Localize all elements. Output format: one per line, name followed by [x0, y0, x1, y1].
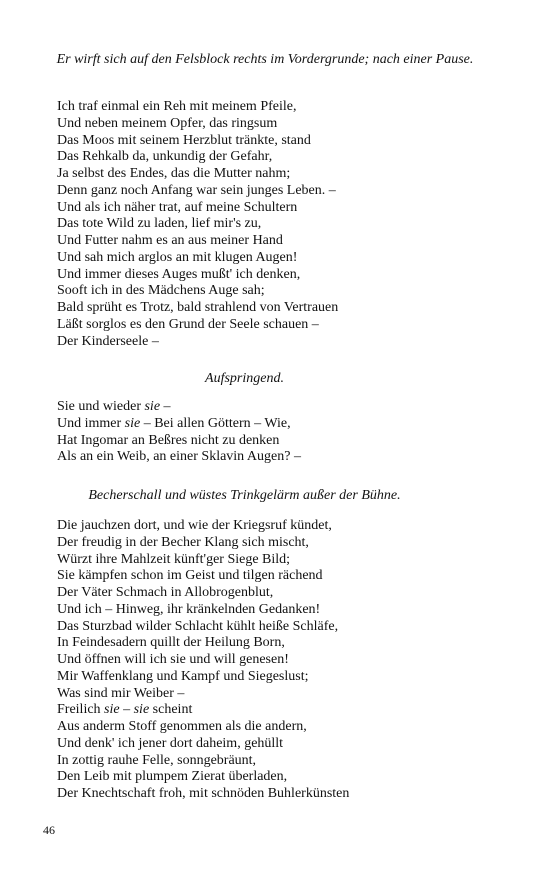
- verse-line: Und als ich näher trat, auf meine Schultern: [57, 199, 298, 215]
- verse-line: Den Leib mit plumpem Zierat überladen,: [57, 769, 288, 785]
- verse-line: In zottig rauhe Felle, sonngebräunt,: [57, 752, 257, 768]
- page-number: 46: [43, 823, 55, 837]
- verse-text: – Bei allen Göttern – Wie,: [140, 415, 291, 431]
- verse-text: Sie und wieder: [57, 399, 145, 414]
- stage-direction-1: Er wirft sich auf den Felsblock rechts im Vordergrunde; nach einer Pause.: [56, 52, 474, 67]
- stage-direction-2: Aufspringend.: [205, 371, 284, 386]
- verse-line: Läßt sorglos es den Grund der Seele schauen –: [57, 316, 319, 332]
- verse-line: Würzt ihre Mahlzeit künft'ger Siege Bild;: [57, 551, 291, 567]
- verse-line: Aus anderm Stoff genommen als die andern,: [57, 719, 307, 734]
- verse-line: Und denk' ich jener dort daheim, gehüllt: [57, 735, 284, 751]
- verse-line: Mir Waffenklang und Kampf und Siegeslust;: [57, 668, 309, 684]
- verse-text: scheint: [149, 702, 193, 718]
- verse-line: Sooft ich in des Mädchens Auge sah;: [57, 283, 265, 299]
- verse-block-1: [57, 99, 338, 350]
- verse-line: Die jauchzen dort, und wie der Kriegsruf kündet,: [57, 518, 332, 533]
- verse-line: Als an ein Weib, an einer Sklavin Augen? –: [57, 449, 301, 465]
- verse-text: Und immer: [57, 415, 125, 431]
- emphasized-word: sie: [133, 702, 150, 718]
- verse-block-2: [57, 399, 301, 466]
- verse-line: Das Moos mit seinem Herzblut tränkte, stand: [57, 132, 311, 148]
- verse-block-3: [57, 518, 349, 803]
- verse-line: [57, 399, 301, 416]
- verse-line: Und Futter nahm es an aus meiner Hand: [57, 233, 283, 248]
- verse-line: Denn ganz noch Anfang war sein junges Leben. –: [57, 182, 336, 198]
- verse-line: Und neben meinem Opfer, das ringsum: [57, 115, 278, 131]
- verse-line: Der freudig in der Becher Klang sich mischt,: [57, 534, 309, 550]
- verse-line: Ich traf einmal ein Reh mit meinem Pfeile,: [57, 99, 297, 114]
- verse-line: Was sind mir Weiber –: [57, 685, 185, 701]
- verse-text: Freilich: [57, 702, 105, 718]
- verse-line: Und öffnen will ich sie und will genesen!: [57, 652, 289, 667]
- verse-line: Der Väter Schmach in Allobrogenblut,: [57, 585, 274, 600]
- emphasized-word: sie: [104, 702, 120, 718]
- verse-line: Das tote Wild zu laden, lief mir's zu,: [57, 216, 262, 232]
- verse-line: Das Sturzbad wilder Schlacht kühlt heiße Schläfe,: [57, 618, 339, 634]
- verse-text: –: [160, 399, 171, 414]
- verse-line: [57, 416, 301, 433]
- verse-line: Ja selbst des Endes, das die Mutter nahm;: [57, 166, 291, 181]
- emphasized-word: sie: [144, 399, 161, 414]
- verse-line: Und immer dieses Auges mußt' ich denken,: [57, 266, 301, 282]
- verse-text: –: [119, 702, 134, 718]
- stage-direction-3: Becherschall und wüstes Trinkgelärm außer der Bühne.: [88, 488, 401, 503]
- verse-line: Der Kinderseele –: [57, 333, 159, 349]
- emphasized-word: sie: [124, 415, 141, 431]
- verse-line: Und sah mich arglos an mit klugen Augen!: [57, 249, 298, 265]
- verse-line: Der Knechtschaft froh, mit schnöden Buhlerkünsten: [57, 786, 350, 801]
- verse-line: Hat Ingomar an Beßres nicht zu denken: [57, 432, 280, 448]
- verse-line: Und ich – Hinweg, ihr kränkelnden Gedanken!: [57, 601, 321, 617]
- verse-line: Das Rehkalb da, unkundig der Gefahr,: [57, 149, 273, 165]
- verse-line: [57, 702, 349, 719]
- verse-line: In Feindesadern quillt der Heilung Born,: [57, 635, 285, 651]
- verse-line: Sie kämpfen schon im Geist und tilgen rächend: [57, 568, 323, 584]
- verse-line: Bald sprüht es Trotz, bald strahlend von Vertrauen: [57, 300, 339, 315]
